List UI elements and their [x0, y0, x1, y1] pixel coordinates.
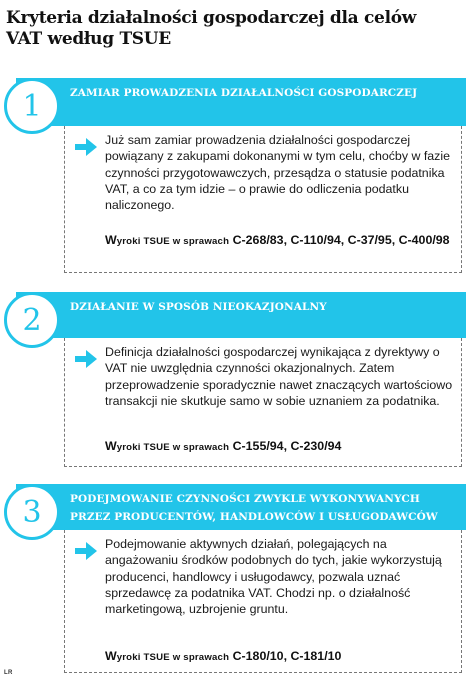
section-card	[64, 530, 462, 673]
section-body: Już sam zamiar prowadzenia działalności gospodarczej powiązany z zakupami dokonanymi w tym celu, choćby w fazie czynności przygotowawczych, przesądza o statusie podatnika VAT, a co za tym idzie – o prawie do odliczenia podatku naliczonego.	[105, 133, 451, 213]
verdict-prefix-initial: W	[105, 233, 117, 247]
verdict-prefix: yroki TSUE w sprawach	[116, 652, 230, 663]
verdict-prefix: yroki TSUE w sprawach	[116, 236, 230, 247]
court-rulings	[105, 648, 457, 666]
page-title: Kryteria działalności gospodarczej dla celów VAT według TSUE	[6, 8, 417, 49]
verdict-prefix-initial: W	[105, 439, 117, 453]
arrow-right-icon	[73, 538, 99, 564]
section-heading-band	[16, 78, 466, 126]
section-number-badge: 2	[4, 292, 60, 348]
section-heading-band	[16, 292, 466, 338]
arrow-right-icon	[73, 346, 99, 372]
criterion-section-1	[0, 78, 466, 276]
verdict-prefix: yroki TSUE w sprawach	[116, 442, 230, 453]
arrow-right-icon	[73, 134, 99, 160]
section-body: Definicja działalności gospodarczej wynikająca z dyrektywy o VAT nie uwzględnia czynności okazjonalnych. Zatem przeprowadzenie sporadycznie nawet znaczących wartościowo transakcji nie skutkuje samo w sobie uznaniem za podatnika.	[105, 345, 453, 408]
case-numbers: C-155/94, C-230/94	[232, 439, 342, 453]
court-rulings	[105, 438, 457, 456]
verdict-prefix-initial: W	[105, 649, 117, 663]
author-credit: LR	[4, 670, 13, 676]
court-rulings	[105, 232, 457, 250]
section-number-badge: 1	[4, 78, 60, 134]
section-heading: PODEJMOWANIE CZYNNOŚCI ZWYKLE WYKONYWANYCH PRZEZ PRODUCENTÓW, HANDLOWCÓW I USŁUGODAWCÓW	[70, 493, 438, 523]
section-heading-band	[16, 484, 466, 530]
case-numbers: C-268/83, C-110/94, C-37/95, C-400/98	[232, 233, 450, 247]
section-body: Podejmowanie aktywnych działań, polegających na angażowaniu środków podobnych do tych, jakie wykorzystują producenci, handlowcy i usługodawcy, pozwala uznać sprzedawcę za podatnika VAT. Chodzi np. o działalność marketingową, uzbrojenie gruntu.	[105, 537, 442, 617]
section-heading: DZIAŁANIE W SPOSÓB NIEOKAZJONALNY	[70, 301, 327, 313]
section-heading: ZAMIAR PROWADZENIA DZIAŁALNOŚCI GOSPODARCZEJ	[70, 87, 418, 99]
section-card	[64, 126, 462, 273]
section-number-badge: 3	[4, 484, 60, 540]
criterion-section-2	[0, 292, 466, 472]
section-card	[64, 338, 462, 467]
criterion-section-3	[0, 484, 466, 680]
case-numbers: C-180/10, C-181/10	[232, 649, 342, 663]
